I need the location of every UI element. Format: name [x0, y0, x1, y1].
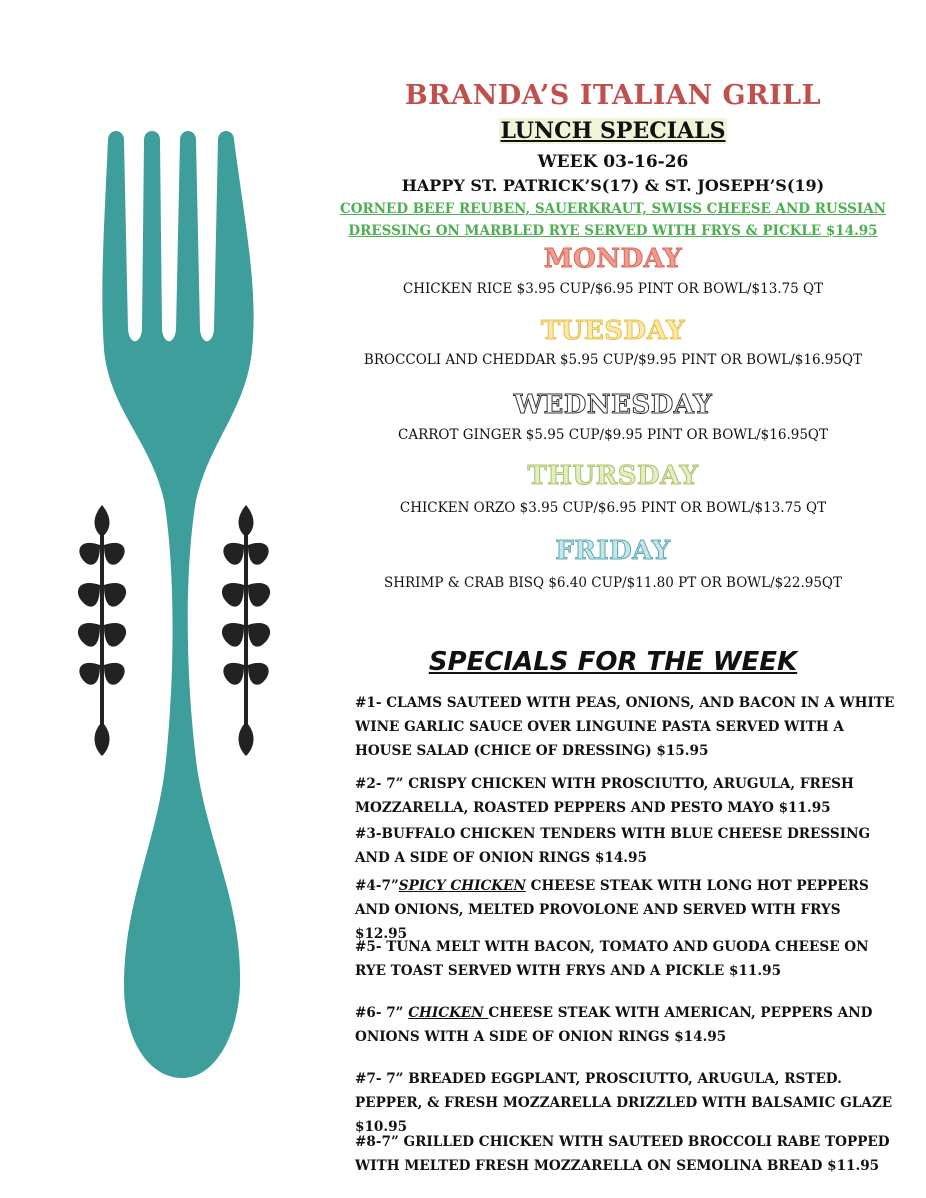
day-heading-friday: FRIDAY [555, 536, 671, 566]
specials-heading: SPECIALS FOR THE WEEK [428, 647, 798, 677]
special-item-7: #7- 7” BREADED EGGPLANT, PROSCIUTTO, ARUGULA, RSTED. PEPPER, & FRESH MOZZARELLA DRIZZLED WITH BALSAMIC GLAZE $10.95 [355, 1071, 893, 1135]
item6-rest: CHEESE STEAK WITH AMERICAN, PEPPERS AND ONIONS WITH A SIDE OF ONION RINGS $14.95 [355, 1005, 873, 1045]
soup-friday: SHRIMP & CRAB BISQ $6.40 CUP/$11.80 PT OR BOWL/$22.95QT [384, 575, 842, 591]
menu-subtitle [300, 118, 926, 144]
special-item-6 [355, 1001, 895, 1049]
special-item-2: #2- 7” CRISPY CHICKEN WITH PROSCIUTTO, ARUGULA, FRESH MOZZARELLA, ROASTED PEPPERS AND PESTO MAYO $11.95 [355, 776, 854, 816]
day-heading-monday: MONDAY [543, 244, 683, 274]
restaurant-title: BRANDA’S ITALIAN GRILL [404, 80, 822, 111]
item4-prefix: #4-7” [355, 878, 399, 894]
item4-rest: CHEESE STEAK WITH LONG HOT PEPPERS AND ONIONS, MELTED PROVOLONE AND SERVED WITH FRYS $12.95 [355, 878, 869, 942]
soup-thursday: CHICKEN ORZO $3.95 CUP/$6.95 PINT OR BOWL/$13.75 QT [399, 500, 827, 516]
holiday-special-line2: DRESSING ON MARBLED RYE SERVED WITH FRYS & PICKLE $14.95 [348, 223, 878, 239]
subtitle-text: LUNCH SPECIALS [500, 118, 726, 144]
item6-prefix: #6- 7” [355, 1005, 409, 1021]
day-heading-tuesday: TUESDAY [540, 316, 686, 346]
special-item-1: #1- CLAMS SAUTEED WITH PEAS, ONIONS, AND BACON IN A WHITE WINE GARLIC SAUCE OVER LINGUINE PASTA SERVED WITH A HOUSE SALAD (CHICE OF DRESSING) $15.95 [355, 695, 895, 759]
soup-wednesday: CARROT GINGER $5.95 CUP/$9.95 PINT OR BOWL/$16.95QT [398, 427, 828, 443]
day-heading-thursday: THURSDAY [527, 461, 699, 491]
holiday-special-line1: CORNED BEEF REUBEN, SAUERKRAUT, SWISS CHEESE AND RUSSIAN [339, 201, 887, 217]
leaf-sprig-icon [222, 505, 270, 756]
leaf-sprig-icon [78, 505, 126, 756]
item6-emphasis: CHICKEN [408, 1005, 489, 1021]
day-heading-wednesday: WEDNESDAY [513, 390, 713, 420]
fork-illustration [0, 0, 330, 1198]
soup-monday: CHICKEN RICE $3.95 CUP/$6.95 PINT OR BOWL/$13.75 QT [402, 281, 824, 297]
menu-content [300, 0, 926, 1198]
item4-emphasis: SPICY CHICKEN [398, 878, 526, 894]
week-label: WEEK 03-16-26 [537, 152, 689, 172]
special-item-8: #8-7” GRILLED CHICKEN WITH SAUTEED BROCCOLI RABE TOPPED WITH MELTED FRESH MOZZARELLA ON SEMOLINA BREAD $11.95 [355, 1134, 890, 1174]
special-item-5: #5- TUNA MELT WITH BACON, TOMATO AND GUODA CHEESE ON RYE TOAST SERVED WITH FRYS AND A PICKLE $11.95 [355, 939, 869, 979]
holiday-heading: HAPPY ST. PATRICK’S(17) & ST. JOSEPH’S(19) [401, 176, 825, 195]
special-item-3: #3-BUFFALO CHICKEN TENDERS WITH BLUE CHEESE DRESSING AND A SIDE OF ONION RINGS $14.95 [355, 826, 871, 866]
soup-tuesday: BROCCOLI AND CHEDDAR $5.95 CUP/$9.95 PINT OR BOWL/$16.95QT [363, 352, 863, 368]
